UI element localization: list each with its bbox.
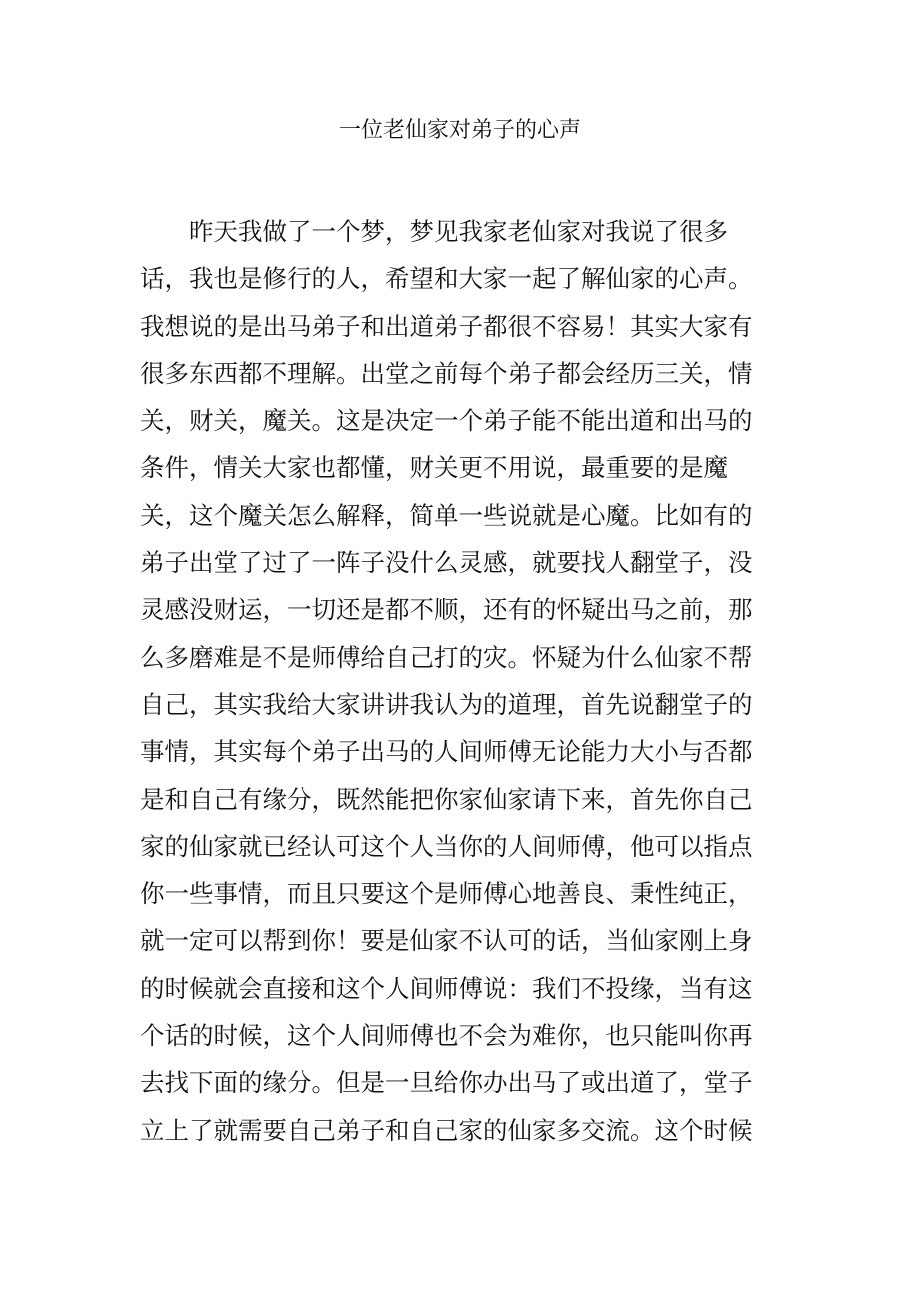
paragraph-line: 很多东西都不理解。出堂之前每个弟子都会经历三关，情 — [140, 358, 753, 388]
paragraph-line: 关，财关，魔关。这是决定一个弟子能不能出道和出马的 — [140, 406, 753, 436]
paragraph-line: 去找下面的缘分。但是一旦给你办出马了或出道了，堂子 — [140, 1068, 753, 1098]
paragraph-line: 立上了就需要自己弟子和自己家的仙家多交流。这个时候 — [140, 1115, 753, 1145]
paragraph-line: 自己，其实我给大家讲讲我认为的道理，首先说翻堂子的 — [140, 689, 753, 719]
paragraph-line: 个话的时候，这个人间师傅也不会为难你，也只能叫你再 — [140, 1021, 753, 1051]
paragraph-line: 灵感没财运，一切还是都不顺，还有的怀疑出马之前，那 — [140, 595, 753, 625]
paragraph-line: 就一定可以帮到你！要是仙家不认可的话，当仙家刚上身 — [140, 926, 753, 956]
document-title: 一位老仙家对弟子的心声 — [338, 118, 581, 143]
paragraph-line: 的时候就会直接和这个人间师傅说：我们不投缘，当有这 — [140, 973, 753, 1003]
paragraph-line: 我想说的是出马弟子和出道弟子都很不容易！其实大家有 — [140, 311, 753, 341]
paragraph-line: 事情，其实每个弟子出马的人间师傅无论能力大小与否都 — [140, 737, 753, 767]
paragraph-line: 你一些事情，而且只要这个是师傅心地善良、秉性纯正， — [140, 879, 753, 909]
paragraph-line: 关，这个魔关怎么解释，简单一些说就是心魔。比如有的 — [140, 500, 753, 530]
paragraph-line: 昨天我做了一个梦，梦见我家老仙家对我说了很多 — [189, 217, 728, 246]
paragraph-line: 是和自己有缘分，既然能把你家仙家请下来，首先你自己 — [140, 784, 753, 814]
paragraph-line: 么多磨难是不是师傅给自己打的灾。怀疑为什么仙家不帮 — [140, 642, 753, 672]
paragraph-line: 话，我也是修行的人，希望和大家一起了解仙家的心声。 — [140, 264, 753, 294]
paragraph-line: 弟子出堂了过了一阵子没什么灵感，就要找人翻堂子，没 — [140, 548, 753, 578]
paragraph-line: 家的仙家就已经认可这个人当你的人间师傅，他可以指点 — [140, 831, 753, 861]
paragraph-line: 条件，情关大家也都懂，财关更不用说，最重要的是魔 — [140, 453, 728, 483]
document-body — [140, 208, 780, 1154]
